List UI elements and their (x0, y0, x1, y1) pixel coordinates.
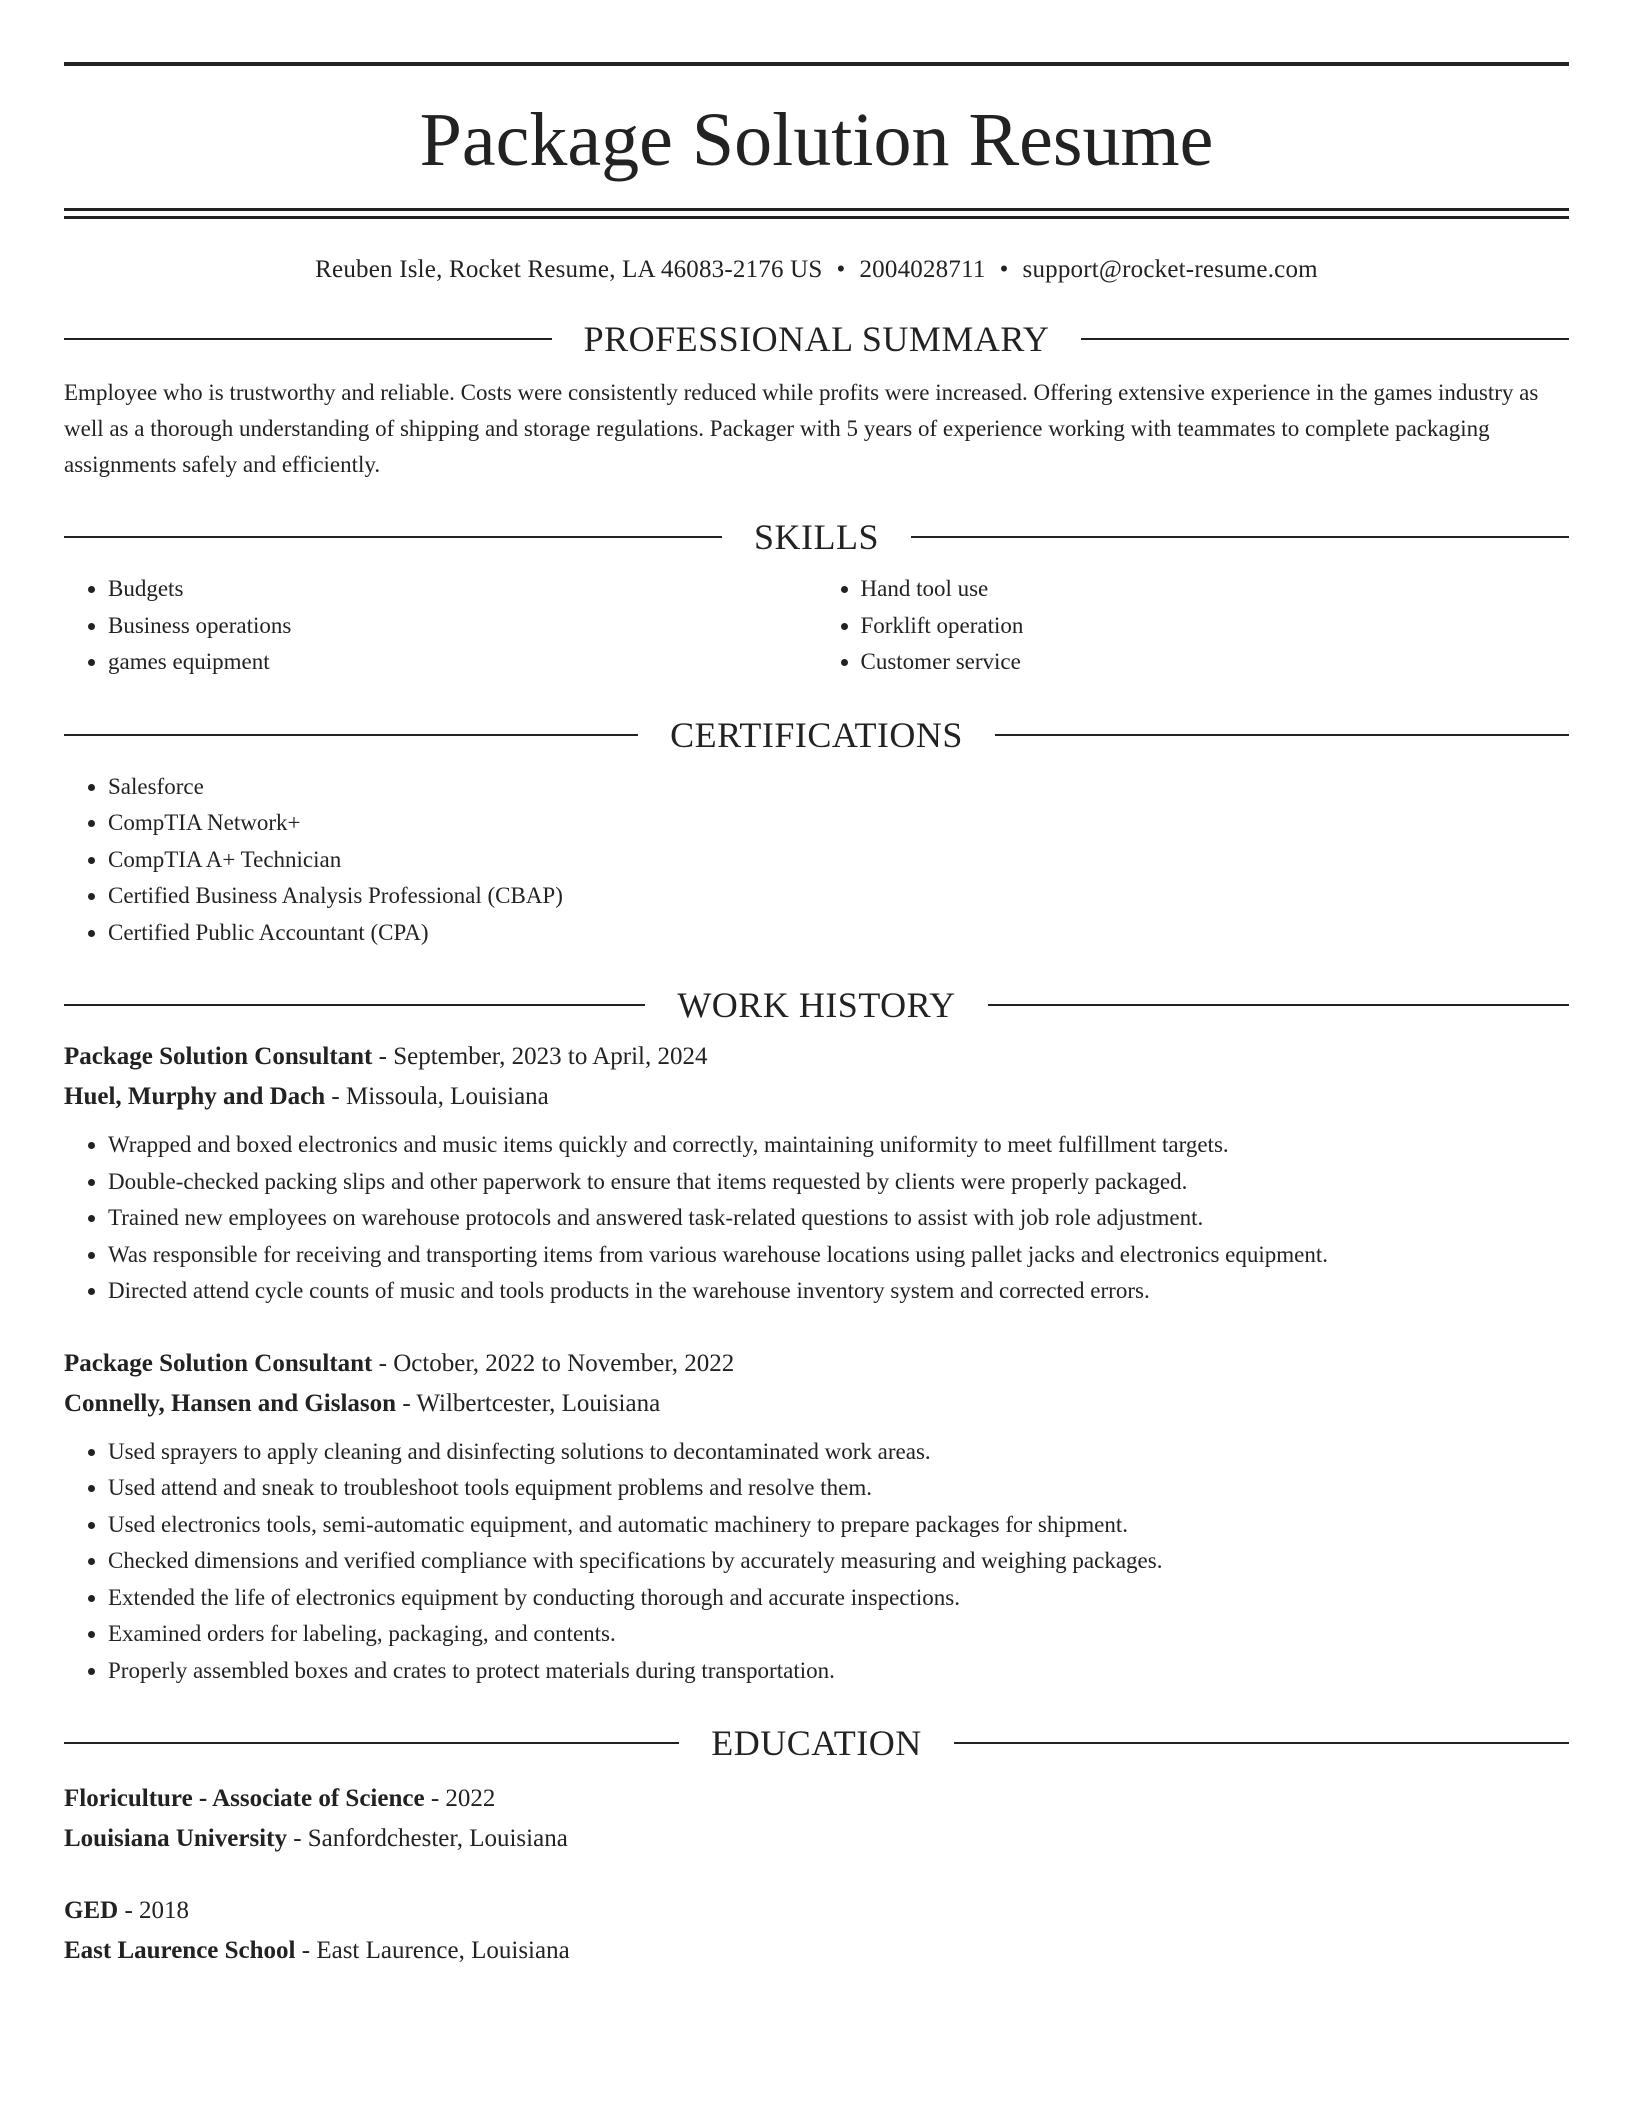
job-bullets (64, 1127, 1569, 1310)
skill-item: • Customer service (861, 644, 1570, 681)
job-location: - Wilbertcester, Louisiana (396, 1389, 661, 1417)
certification-item: • CompTIA A+ Technician (108, 842, 1569, 879)
job-entry (64, 1037, 1569, 1310)
job-bullet: • Wrapped and boxed electronics and music items quickly and correctly, maintaining uniformity to meet fulfillment targets. (108, 1127, 1569, 1164)
job-title-line (64, 1344, 1569, 1384)
job-dates: - September, 2023 to April, 2024 (372, 1043, 708, 1070)
certification-item: • CompTIA Network+ (108, 805, 1569, 842)
heading-rule (64, 1004, 645, 1006)
skills-heading-label: SKILLS (754, 517, 880, 557)
contact-separator: • (836, 256, 846, 283)
heading-rule (64, 734, 638, 736)
certifications-list (64, 769, 1569, 952)
summary-heading-label: PROFESSIONAL SUMMARY (583, 319, 1050, 359)
education-heading (64, 1723, 1569, 1763)
job-bullet: • Used sprayers to apply cleaning and disinfecting solutions to decontaminated work areas. (108, 1434, 1569, 1471)
degree-line (64, 1891, 1569, 1931)
double-rule (64, 208, 1569, 219)
contact-email: support@rocket-resume.com (1022, 256, 1318, 283)
certification-item: • Salesforce (108, 769, 1569, 806)
work-heading-label: WORK HISTORY (677, 985, 956, 1025)
page-title: Package Solution Resume (419, 98, 1214, 182)
job-dates: - October, 2022 to November, 2022 (372, 1349, 735, 1377)
summary-text: Employee who is trustworthy and reliable. Costs were consistently reduced while profits were increased. Offering extensive experience in the games industry as well as a thorough understanding of shipping and storage regulations. Packager with 5 years of experience working with teammates to complete packaging assignments safely and efficiently. (64, 380, 1539, 477)
school-location: - East Laurence, Louisiana (295, 1937, 570, 1964)
job-bullet: • Used electronics tools, semi-automatic equipment, and automatic machinery to prepare packages for shipment. (108, 1507, 1569, 1544)
skill-item: • games equipment (108, 644, 817, 681)
skills-right-list (817, 571, 1570, 681)
school: Louisiana University (64, 1825, 287, 1852)
job-title-line (64, 1037, 1569, 1077)
summary-heading (64, 319, 1569, 359)
job-company-line (64, 1384, 1569, 1424)
job-bullet: • Extended the life of electronics equipment by conducting thorough and accurate inspections. (108, 1580, 1569, 1617)
school-line (64, 1819, 1569, 1859)
job-bullet: • Checked dimensions and verified compliance with specifications by accurately measuring and weighing packages. (108, 1543, 1569, 1580)
degree: GED (64, 1897, 119, 1924)
job-entry (64, 1344, 1569, 1690)
degree-year: - 2018 (118, 1897, 190, 1924)
school-line (64, 1931, 1569, 1971)
top-rule (64, 62, 1569, 66)
job-title: Package Solution Consultant (64, 1043, 373, 1070)
education-entry (64, 1779, 1569, 1859)
job-location: - Missoula, Louisiana (325, 1083, 549, 1110)
heading-rule (64, 338, 552, 340)
school: East Laurence School (64, 1937, 296, 1964)
heading-rule (988, 1004, 1569, 1006)
job-bullet: • Double-checked packing slips and other paperwork to ensure that items requested by clients were properly packaged. (108, 1164, 1569, 1201)
skill-item: • Budgets (108, 571, 817, 608)
contact-separator: • (999, 256, 1009, 283)
contact-address: Reuben Isle, Rocket Resume, LA 46083-2176 US (315, 256, 823, 283)
education-heading-label: EDUCATION (711, 1723, 922, 1763)
work-heading (64, 985, 1569, 1025)
skills-left-list (64, 571, 817, 681)
job-bullet: • Was responsible for receiving and transporting items from various warehouse locations using pallet jacks and electronics equipment. (108, 1237, 1569, 1274)
resume-page (64, 62, 1569, 1971)
certification-item: • Certified Public Accountant (CPA) (108, 915, 1569, 952)
job-company: Huel, Murphy and Dach (64, 1083, 326, 1110)
contact-line (64, 255, 1569, 285)
education-entry (64, 1891, 1569, 1971)
skills-grid (64, 571, 1569, 681)
job-bullet: • Trained new employees on warehouse protocols and answered task-related questions to assist with job role adjustment. (108, 1200, 1569, 1237)
job-bullet: • Directed attend cycle counts of music and tools products in the warehouse inventory system and corrected errors. (108, 1273, 1569, 1310)
skill-item: • Business operations (108, 608, 817, 645)
certifications-heading-label: CERTIFICATIONS (670, 714, 963, 755)
skill-item: • Hand tool use (861, 571, 1570, 608)
degree-line (64, 1779, 1569, 1819)
heading-rule (64, 1742, 679, 1744)
contact-phone: 2004028711 (859, 256, 986, 283)
skill-item: • Forklift operation (861, 608, 1570, 645)
heading-rule (1081, 338, 1569, 340)
job-title: Package Solution Consultant (64, 1349, 373, 1377)
heading-rule (911, 536, 1569, 538)
heading-rule (995, 734, 1569, 736)
job-bullet: • Properly assembled boxes and crates to protect materials during transportation. (108, 1653, 1569, 1690)
certifications-heading (64, 715, 1569, 755)
job-company-line (64, 1077, 1569, 1117)
heading-rule (64, 536, 722, 538)
heading-rule (954, 1742, 1569, 1744)
degree: Floriculture - Associate of Science (64, 1785, 425, 1812)
school-location: - Sanfordchester, Louisiana (286, 1825, 568, 1852)
job-bullet: • Examined orders for labeling, packaging, and contents. (108, 1616, 1569, 1653)
certification-item: • Certified Business Analysis Professional (CBAP) (108, 878, 1569, 915)
job-company: Connelly, Hansen and Gislason (64, 1389, 397, 1417)
degree-year: - 2022 (424, 1785, 496, 1812)
job-bullet: • Used attend and sneak to troubleshoot tools equipment problems and resolve them. (108, 1470, 1569, 1507)
skills-heading (64, 517, 1569, 557)
job-bullets (64, 1434, 1569, 1690)
